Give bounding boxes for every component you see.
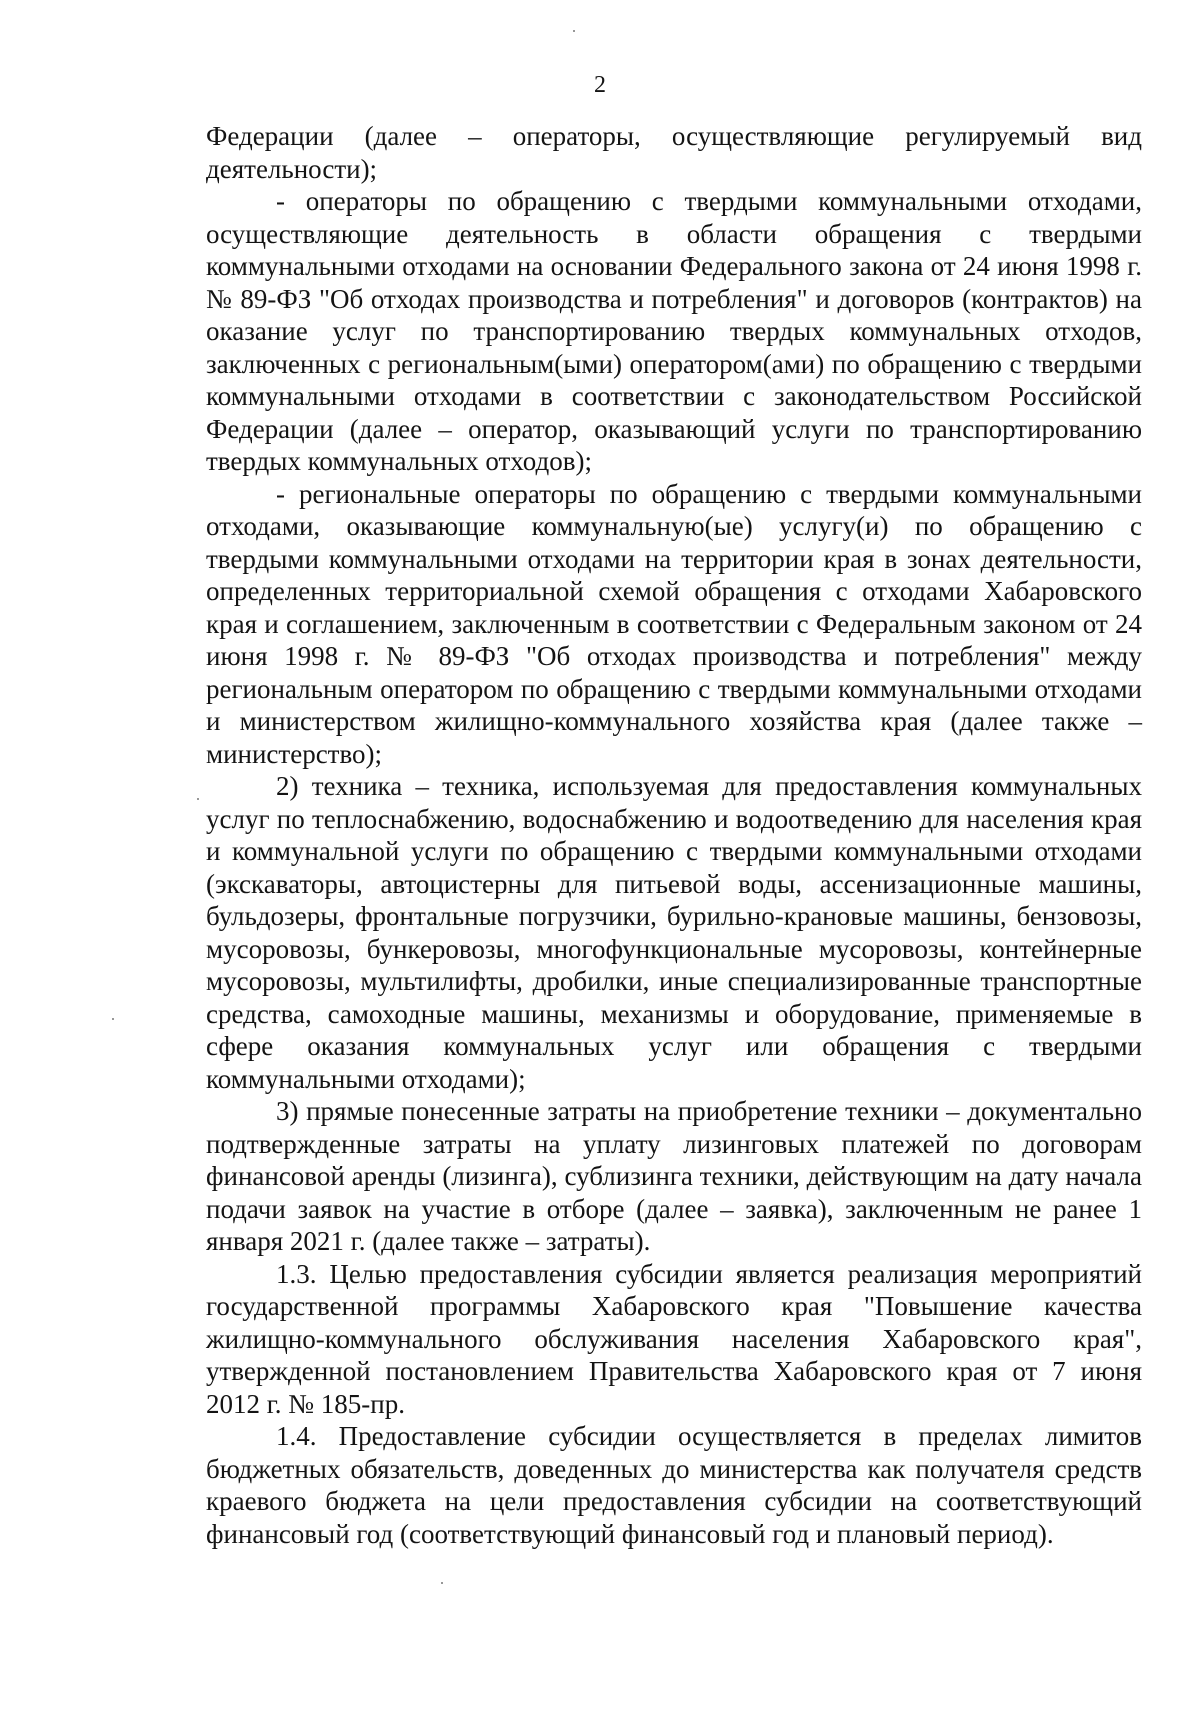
paragraph-definition-equipment: 2) техника – техника, используемая для предоставления коммунальных услуг по теплоснабжению, водоснабжению и водоотведению для населения края и коммунальной услуги по обращению с твердыми коммунальными отходами (экскаваторы, автоцистерны для питьевой воды, ассенизационные машины, бульдозеры, фронтальные погрузчики, бурильно-крановые машины, бензовозы, мусоровозы, бункеровозы, многофункциональные мусоровозы, контейнерные мусоровозы, мультилифты, дробилки, иные специализированные транспортные средства, самоходные машины, механизмы и оборудование, применяемые в сфере оказания коммунальных услуг или обращения с твердыми коммунальными отходами); — [206, 771, 1142, 1094]
page-number: 2 — [594, 72, 606, 98]
paragraph-1-3-purpose: 1.3. Целью предоставления субсидии является реализация мероприятий государственной программы Хабаровского края "Повышение качества жилищно-коммунального обслуживания населения Хабаровского края", утвержденной постановлением Правительства Хабаровского края от 7 июня 2012 г. № 185-пр. — [206, 1258, 1142, 1419]
scan-speck — [573, 30, 575, 32]
scan-speck — [112, 1018, 114, 1020]
scan-speck — [441, 1582, 443, 1584]
paragraph-definition-direct-costs: 3) прямые понесенные затраты на приобретение техники – документально подтвержденные затраты на уплату лизинговых платежей по договорам финансовой аренды (лизинга), сублизинга техники, действующим на дату начала подачи заявок на участие в отборе (далее – заявка), заключенным не ранее 1 января 2021 г. (далее также – затраты). — [206, 1096, 1142, 1256]
document-body — [206, 120, 1142, 1550]
paragraph-regional-operators: - региональные операторы по обращению с твердыми коммунальными отходами, оказывающие коммунальную(ые) услугу(и) по обращению с твердыми коммунальными отходами на территории края в зонах деятельности, определенных территориальной схемой обращения с отходами Хабаровского края и соглашением, заключенным в соответствии с Федеральным законом от 24 июня 1998 г. № 89-ФЗ "Об отходах производства и потребления" между региональным оператором по обращению с твердыми коммунальными отходами и министерством жилищно-коммунального хозяйства края (далее также – министерство); — [206, 478, 1142, 769]
paragraph-operators-regulated-continuation: Федерации (далее – операторы, осуществляющие регулируемый вид деятельности); — [206, 121, 1142, 184]
paragraph-waste-operators: - операторы по обращению с твердыми коммунальными отходами, осуществляющие деятельность в области обращения с твердыми коммунальными отходами на основании Федерального закона от 24 июня 1998 г. № 89-ФЗ "Об отходах производства и потребления" и договоров (контрактов) на оказание услуг по транспортированию твердых коммунальных отходов, заключенных с региональным(ыми) оператором(ами) по обращению с твердыми коммунальными отходами в соответствии с законодательством Российской Федерации (далее – оператор, оказывающий услуги по транспортированию твердых коммунальных отходов); — [206, 186, 1142, 476]
scan-speck — [197, 798, 199, 800]
paragraph-1-4-budget-limits: 1.4. Предоставление субсидии осуществляется в пределах лимитов бюджетных обязательств, доведенных до министерства как получателя средств краевого бюджета на цели предоставления субсидии на соответствующий финансовый год (соответствующий финансовый год и плановый период). — [206, 1421, 1142, 1549]
